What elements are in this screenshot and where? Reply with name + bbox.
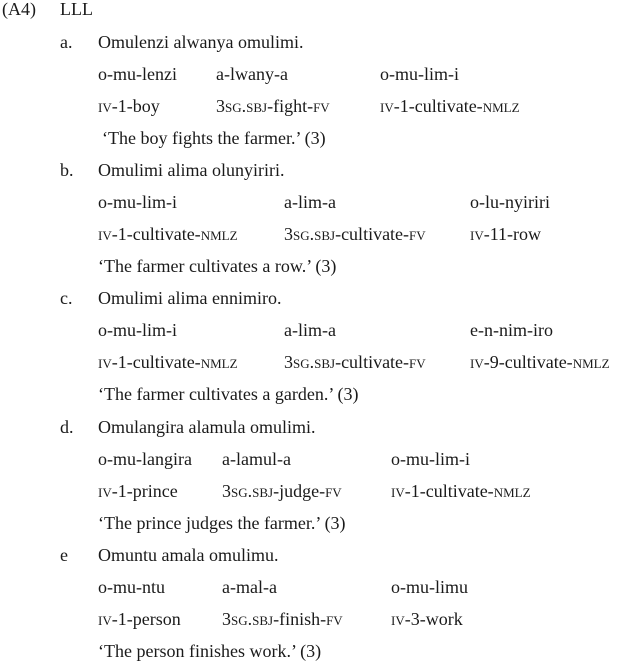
gloss <box>470 353 610 371</box>
morpheme-segmentation: o-mu-lenzi <box>98 64 177 84</box>
gloss-abbreviation: iv <box>380 96 394 116</box>
morpheme-segmentation: e-n-nim-iro <box>470 320 553 340</box>
morpheme-segmentation: o-mu-lim-i <box>98 192 177 212</box>
gloss-text: -9-cultivate- <box>483 352 573 372</box>
gloss-abbreviation: iv <box>98 224 112 244</box>
source-sentence: Omulimi alima ennimiro. <box>98 288 282 308</box>
gloss-abbreviation: iv <box>391 609 405 629</box>
gloss <box>222 610 343 628</box>
gloss-abbreviation: iv <box>391 481 405 501</box>
gloss-text: -1-prince <box>111 481 178 501</box>
gloss-abbreviation: fv <box>313 96 330 116</box>
gloss-abbreviation: fv <box>409 224 426 244</box>
gloss-abbreviation: nmlz <box>493 481 531 501</box>
gloss-abbreviation: iv <box>98 481 112 501</box>
gloss <box>380 97 520 115</box>
gloss <box>98 610 181 628</box>
morpheme-segmentation: o-mu-lim-i <box>391 449 470 469</box>
item-label: a. <box>60 32 73 52</box>
gloss-abbreviation: iv <box>98 609 112 629</box>
gloss <box>216 97 330 115</box>
gloss <box>98 97 160 115</box>
gloss-abbreviation: sg.sbj <box>225 96 268 116</box>
gloss-abbreviation: sg.sbj <box>231 481 274 501</box>
gloss-abbreviation: nmlz <box>572 352 610 372</box>
gloss-text: 3 <box>284 352 293 372</box>
gloss <box>98 482 178 500</box>
gloss <box>284 353 426 371</box>
morpheme-segmentation: o-mu-lim-i <box>380 64 459 84</box>
gloss-text: -1-cultivate- <box>111 224 201 244</box>
source-sentence: Omulangira alamula omulimi. <box>98 417 316 437</box>
gloss <box>391 482 531 500</box>
gloss-text: -1-cultivate- <box>393 96 483 116</box>
source-sentence: Omulenzi alwanya omulimi. <box>98 32 304 52</box>
tone-pattern-heading: LLL <box>60 0 93 19</box>
gloss-text: 3 <box>284 224 293 244</box>
gloss-text: -cultivate- <box>335 224 410 244</box>
gloss-text: -11-row <box>483 224 542 244</box>
gloss-text: -finish- <box>273 609 327 629</box>
free-translation: ‘The boy fights the farmer.’ (3) <box>102 128 326 148</box>
morpheme-segmentation: o-mu-lim-i <box>98 320 177 340</box>
gloss-text: -3-work <box>404 609 463 629</box>
source-sentence: Omulimi alima olunyiriri. <box>98 160 285 180</box>
gloss-text: -fight- <box>267 96 314 116</box>
gloss-abbreviation: sg.sbj <box>231 609 274 629</box>
morpheme-segmentation: o-mu-ntu <box>98 577 165 597</box>
morpheme-segmentation: a-lamul-a <box>222 449 291 469</box>
morpheme-segmentation: a-lim-a <box>284 320 336 340</box>
free-translation: ‘The farmer cultivates a garden.’ (3) <box>98 384 359 404</box>
gloss-abbreviation: sg.sbj <box>293 224 336 244</box>
gloss-abbreviation: nmlz <box>200 352 238 372</box>
item-label: d. <box>60 417 74 437</box>
morpheme-segmentation: a-lim-a <box>284 192 336 212</box>
item-label: c. <box>60 288 73 308</box>
gloss-text: 3 <box>222 481 231 501</box>
gloss-text: -judge- <box>273 481 326 501</box>
free-translation: ‘The farmer cultivates a row.’ (3) <box>98 256 337 276</box>
gloss-abbreviation: nmlz <box>482 96 520 116</box>
source-sentence: Omuntu amala omulimu. <box>98 545 279 565</box>
gloss-abbreviation: iv <box>98 352 112 372</box>
item-label: e <box>60 545 68 565</box>
free-translation: ‘The prince judges the farmer.’ (3) <box>98 513 346 533</box>
example-number: (A4) <box>2 0 36 19</box>
morpheme-segmentation: a-mal-a <box>222 577 277 597</box>
morpheme-segmentation: o-mu-langira <box>98 449 192 469</box>
gloss-text: -1-person <box>111 609 181 629</box>
morpheme-segmentation: o-lu-nyiriri <box>470 192 550 212</box>
gloss <box>98 353 238 371</box>
gloss-text: -1-boy <box>111 96 160 116</box>
gloss <box>98 225 238 243</box>
gloss-abbreviation: sg.sbj <box>293 352 336 372</box>
gloss <box>284 225 426 243</box>
morpheme-segmentation: a-lwany-a <box>216 64 288 84</box>
item-label: b. <box>60 160 74 180</box>
gloss-abbreviation: iv <box>470 352 484 372</box>
gloss-text: 3 <box>222 609 231 629</box>
gloss-abbreviation: iv <box>470 224 484 244</box>
gloss-abbreviation: fv <box>325 481 342 501</box>
gloss <box>222 482 342 500</box>
gloss-text: 3 <box>216 96 225 116</box>
free-translation: ‘The person finishes work.’ (3) <box>98 641 322 661</box>
gloss-text: -1-cultivate- <box>111 352 201 372</box>
gloss-text: -cultivate- <box>335 352 410 372</box>
gloss-abbreviation: iv <box>98 96 112 116</box>
gloss-text: -1-cultivate- <box>404 481 494 501</box>
gloss-abbreviation: fv <box>409 352 426 372</box>
gloss-abbreviation: nmlz <box>200 224 238 244</box>
morpheme-segmentation: o-mu-limu <box>391 577 468 597</box>
gloss-abbreviation: fv <box>326 609 343 629</box>
gloss <box>391 610 463 628</box>
gloss <box>470 225 541 243</box>
